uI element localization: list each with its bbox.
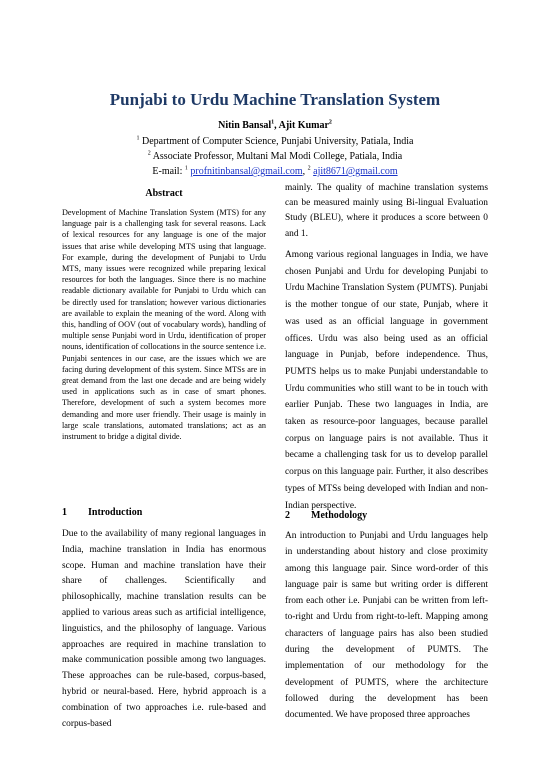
author-separator: , (274, 120, 279, 131)
email-1-sup: 1 (184, 165, 188, 172)
section-2-title: Methodology (311, 510, 368, 521)
abstract-heading: Abstract (145, 188, 183, 199)
right-column-para-2 (285, 247, 488, 514)
right-column-para-1 (285, 181, 488, 242)
affiliation-1 (0, 136, 550, 147)
methodology-text: An introduction to Punjabi and Urdu languages help in understanding about history and close proximity among this language pair. Since word-order of this language pair is same but writing order is different from each other i.e. Punjabi can be written from left-to-right and Urdu from right-to-left. Mapping among characters of language pairs has also been studied during the development of PUMTS. The implementation of our methodology for the development of PUMTS, where the architecture followed during the development has been documented. We have proposed three approaches (285, 531, 488, 721)
right-para-2-text: Among various regional languages in India, we have chosen Punjabi and Urdu for developing Punjabi to Urdu Machine Translation System (PUMTS). Punjabi is the mother tongue of our state, Punjab, where it was used as an official language in government offices. Urdu was also being used as an official language in Punjab, before independence. Thus, PUMTS helps us to make Punjabi understandable to Urdu communities who still want to be in touch with earlier Punjab. These two languages in India, are taken as resource-poor languages, because parallel corpus on language pairs is not available. Thus it became a challenging task for us to develop parallel corpus on this language pair. Further, it also describes types of MTSs being developed with Indian and non-Indian perspective. (285, 250, 488, 511)
abstract-body (62, 207, 266, 442)
section-2-heading (285, 510, 367, 521)
author-2-sup: 2 (328, 119, 332, 126)
affiliation-2-text: Associate Professor, Multani Mal Modi College, Patiala, India (152, 151, 403, 162)
affiliation-2 (0, 151, 550, 162)
email-separator: , (302, 166, 308, 177)
author-1-sup: 1 (271, 119, 275, 126)
affiliation-1-text: Department of Computer Science, Punjabi University, Patiala, India (141, 136, 414, 147)
abstract-text: Development of Machine Translation System (MTS) for any language pair is a challenging task for several reasons. Lack of lexical resources for any language is one of the major issues that arise while developing MTS using that language. For example, during the development of Punjabi to Urdu MTS, many issues were recognized while preparing lexical resources for both the languages. Since there is no machine readable dictionary available for Punjabi to Urdu which can be directly used for translation; however various dictionaries are available to explain the meaning of the word. Along with this, handling of OOV (out of vocabulary words), handling of multiple sense Punjabi word in Urdu, identification of proper nouns, identification of collocations in the source sentence i.e. Punjabi sentences in our case, are the issues which we are facing during development of this system. Since MTSs are in great demand from the last one decade and are being widely used in applications such as in case of smart phones. Therefore, development of such a system becomes more demanding and more user friendly. Their usage is mainly in large scale translations, automated translations; act as an instrument to bridge a digital divide. (62, 208, 266, 442)
email-2-sup: 2 (307, 165, 311, 172)
introduction-body (62, 527, 266, 732)
email-line (0, 166, 550, 177)
section-2-number: 2 (285, 510, 290, 521)
email-label: E-mail: (152, 166, 185, 177)
introduction-text: Due to the availability of many regional languages in India, machine translation in India has enormous scope. Human and machine translation have their share of challenges. Scientifically and philosophically, machine translation results can be applied to various areas such as artificial intelligence, linguistics, and the philosophy of language. Various approaches are required in machine translation to make communication possible among two languages. These approaches can be rule-based, corpus-based, hybrid or neural-based. Here, hybrid approach is a combination of two approaches i.e. rule-based and corpus-based (62, 529, 266, 729)
methodology-body (285, 528, 488, 724)
paper-title: Punjabi to Urdu Machine Translation System (109, 90, 441, 109)
right-para-1-text: mainly. The quality of machine translation systems can be measured mainly using Bi-lingual Evaluation Study (BLEU), where it produces a score between 0 and 1. (285, 183, 488, 239)
author-2-name: Ajit Kumar (278, 120, 329, 131)
section-1-title: Introduction (88, 507, 143, 518)
affiliation-2-sup: 2 (147, 150, 151, 157)
email-2-link[interactable]: ajit8671@gmail.com (313, 166, 398, 177)
section-1-number: 1 (62, 507, 67, 518)
section-1-heading (62, 507, 142, 518)
email-1-link[interactable]: profnitinbansal@gmail.com (190, 166, 303, 177)
affiliation-1-sup: 1 (136, 135, 140, 142)
author-line (0, 120, 550, 131)
author-1-name: Nitin Bansal (218, 120, 272, 131)
